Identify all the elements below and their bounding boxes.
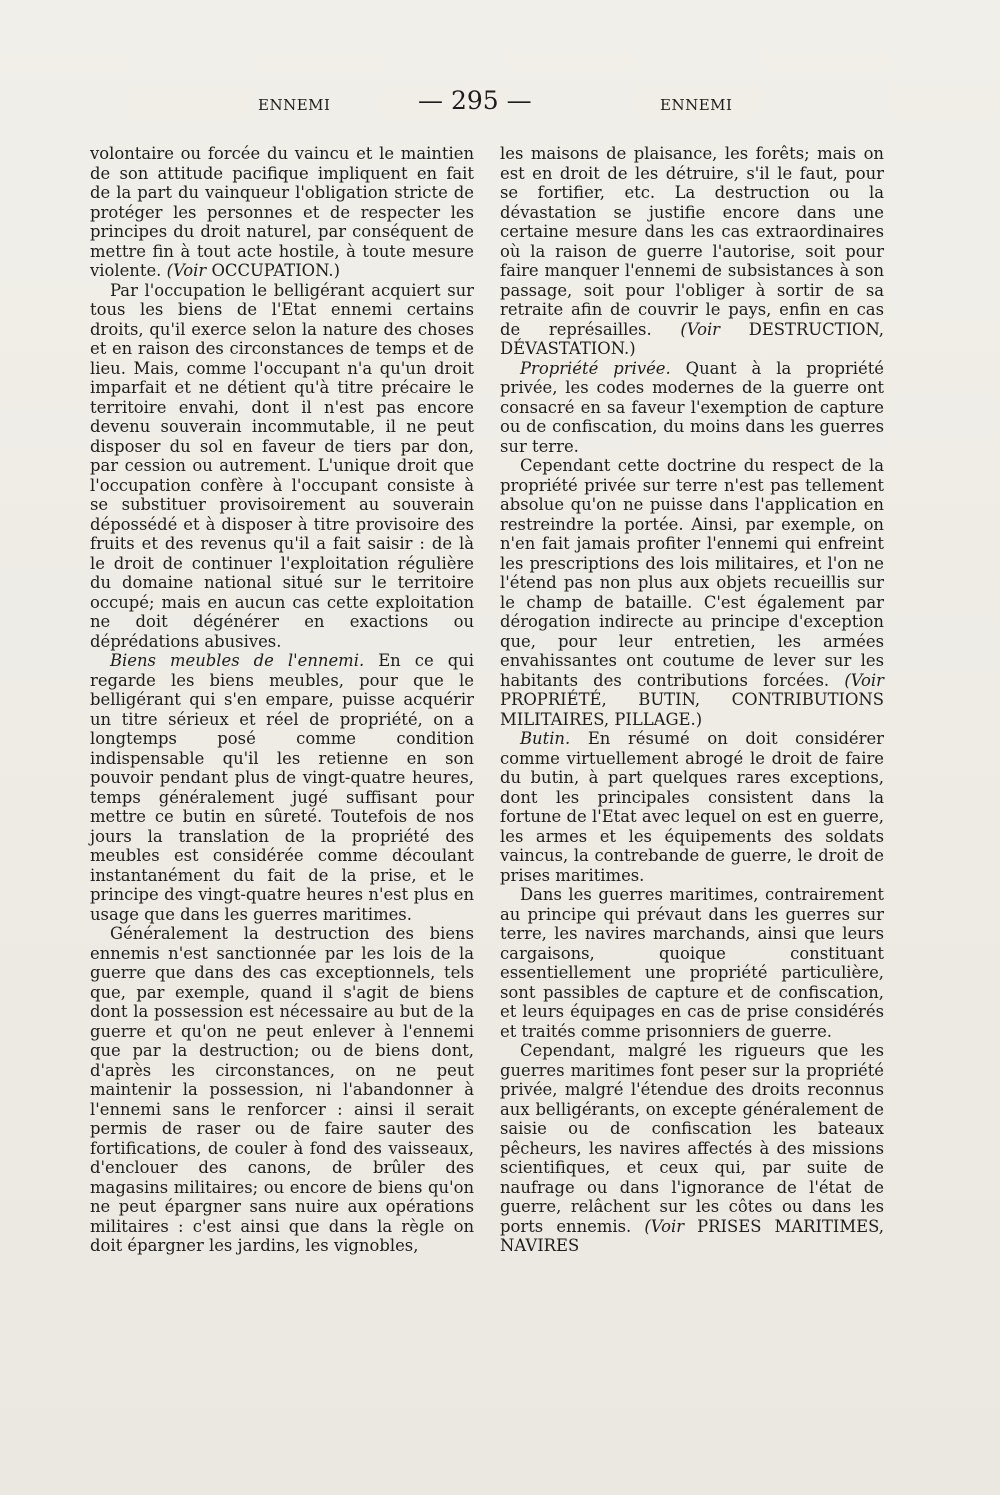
paragraph <box>90 144 474 281</box>
italic-text: (Voir <box>680 319 721 339</box>
italic-text: Biens meubles de l'ennemi. <box>110 651 365 670</box>
italic-text: (Voir <box>844 670 884 690</box>
text-run: les maisons de plaisance, les forêts; mais on est en droit de les détruire, s'il le faut, pour se fortifier, etc. La destruction ou la dévastation se justifie encore dans une certaine mesure dans les cas extraordinaires où la raison de guerre l'autorise, soit pour faire manquer l'ennemi de subsistances à son passage, soit pour l'obliger à sortir de sa retraite afin de couvrir le pays, enfin en cas de représailles. <box>500 144 884 339</box>
right-text-column <box>500 144 884 1256</box>
header-right-word: ENNEMI <box>660 96 733 114</box>
paragraph <box>500 729 884 885</box>
text-run: PRISES MARITIMES, NAVIRES <box>500 1216 884 1255</box>
italic-text: Butin. <box>520 729 571 748</box>
text-run: Dans les guerres maritimes, contrairement au principe qui prévaut dans les guerres sur terre, les navires marchands, ainsi que leurs cargaisons, quoique constituant essentiellement une propriété particulière, sont passibles de capture et de confiscation, et leurs équipages en cas de prise considérés et traités comme prisonniers de guerre. <box>500 885 884 1041</box>
paragraph <box>500 359 884 457</box>
paragraph <box>500 456 884 729</box>
italic-text: Propriété privée. <box>520 358 671 378</box>
text-run: En résumé on doit considérer comme virtuellement abrogé le droit de faire du butin, à part quelques rares exceptions, dont les principales consistent dans la fortune de l'Etat avec lequel on est en guerre, les armes et les équipements des soldats vaincus, la contrebande de guerre, le droit de prises maritimes. <box>500 729 884 885</box>
italic-text: (Voir <box>166 261 207 280</box>
paragraph <box>90 281 474 652</box>
running-header <box>0 88 1000 122</box>
italic-text: (Voir <box>644 1216 685 1236</box>
text-run: DESTRUCTION, DÉVASTATION.) <box>500 319 884 358</box>
header-left-word: ENNEMI <box>258 96 331 114</box>
paragraph <box>90 651 474 924</box>
text-run: Cependant, malgré les rigueurs que les guerres maritimes font peser sur la propriété privée, malgré l'étendue des droits reconnus aux belligérants, on excepte généralement de saisie ou de confiscation les bateaux pêcheurs, les navires affectés à des missions scientifiques, et ceux qui, par suite de naufrage ou dans l'ignorance de l'état de guerre, relâchent sur les côtes ou dans les ports ennemis. <box>500 1041 884 1236</box>
page-number: — 295 — <box>418 86 532 115</box>
text-run: PROPRIÉTÉ, BUTIN, CONTRIBUTIONS MILITAIRES, PILLAGE.) <box>500 690 884 729</box>
text-run: Généralement la destruction des biens ennemis n'est sanctionnée par les lois de la guerre que dans des cas exceptionnels, tels que, par exemple, quand il s'agit de biens dont la possession est nécessaire au but de la guerre et qu'on ne peut enlever à l'ennemi que par la destruction; ou de biens dont, d'après les circonstances, on ne peut maintenir la possession, ni l'abandonner à l'ennemi sans le renforcer : ainsi il serait permis de raser ou de faire sauter des fortifications, de couler à fond des vaisseaux, d'enclouer des canons, de brûler des magasins militaires; ou encore de biens qu'on ne peut épargner sans nuire aux opérations militaires : c'est ainsi que dans la règle on doit épargner les jardins, les vignobles, <box>90 924 474 1255</box>
text-run: volontaire ou forcée du vaincu et le maintien de son attitude pacifique impliquent en fait de la part du vainqueur l'obligation stricte de protéger les personnes et de respecter les principes du droit naturel, par conséquent de mettre fin à tout acte hostile, à toute mesure violente. <box>90 144 474 280</box>
text-run: En ce qui regarde les biens meubles, pour que le belligérant qui s'en empare, puisse acquérir un titre sérieux et réel de propriété, on a longtemps posé comme condition indispensable qu'il les retienne en son pouvoir pendant plus de vingt-quatre heures, temps généralement jugé suffisant pour mettre ce butin en sûreté. Toutefois de nos jours la translation de la propriété des meubles est considérée comme découlant instantanément du fait de la prise, et le principe des vingt-quatre heures n'est plus en usage que dans les guerres maritimes. <box>90 651 474 924</box>
paragraph <box>500 885 884 1041</box>
text-run: Quant à la propriété privée, les codes modernes de la guerre ont consacré en sa faveur l'exemption de capture ou de confiscation, du moins dans les guerres sur terre. <box>500 358 885 456</box>
paragraph <box>500 1041 884 1256</box>
text-run: Par l'occupation le belligérant acquiert sur tous les biens de l'Etat ennemi certains droits, qu'il exerce selon la nature des choses et en raison des circonstances de temps et de lieu. Mais, comme l'occupant n'a qu'un droit imparfait et ne détient qu'à titre précaire le territoire envahi, dont il n'est pas encore devenu souverain incommutable, il ne peut disposer du sol en faveur de tiers par don, par cession ou autrement. L'unique droit que l'occupation confère à l'occupant consiste à se substituer provisoirement au souverain dépossédé et à disposer à titre provisoire des fruits et des revenus qu'il a fait saisir : de là le droit de continuer l'exploitation régulière du domaine national situé sur le territoire occupé; mais en aucun cas cette exploitation ne doit dégénérer en exactions ou déprédations abusives. <box>90 280 474 651</box>
text-run: OCCUPATION.) <box>206 261 340 280</box>
text-run: Cependant cette doctrine du respect de la propriété privée sur terre n'est pas tellement absolue qu'on ne puisse dans l'application en restreindre la portée. Ainsi, par exemple, on n'en fait jamais profiter l'ennemi qui enfreint les prescriptions des lois militaires, et l'on ne l'étend pas non plus aux objets recueillis sur le champ de bataille. C'est également par dérogation indirecte au principe d'exception que, pour leur entretien, les armées envahissantes ont coutume de lever sur les habitants des contributions forcées. <box>500 456 884 690</box>
paragraph <box>90 924 474 1256</box>
left-text-column <box>90 144 474 1256</box>
paragraph <box>500 144 884 359</box>
